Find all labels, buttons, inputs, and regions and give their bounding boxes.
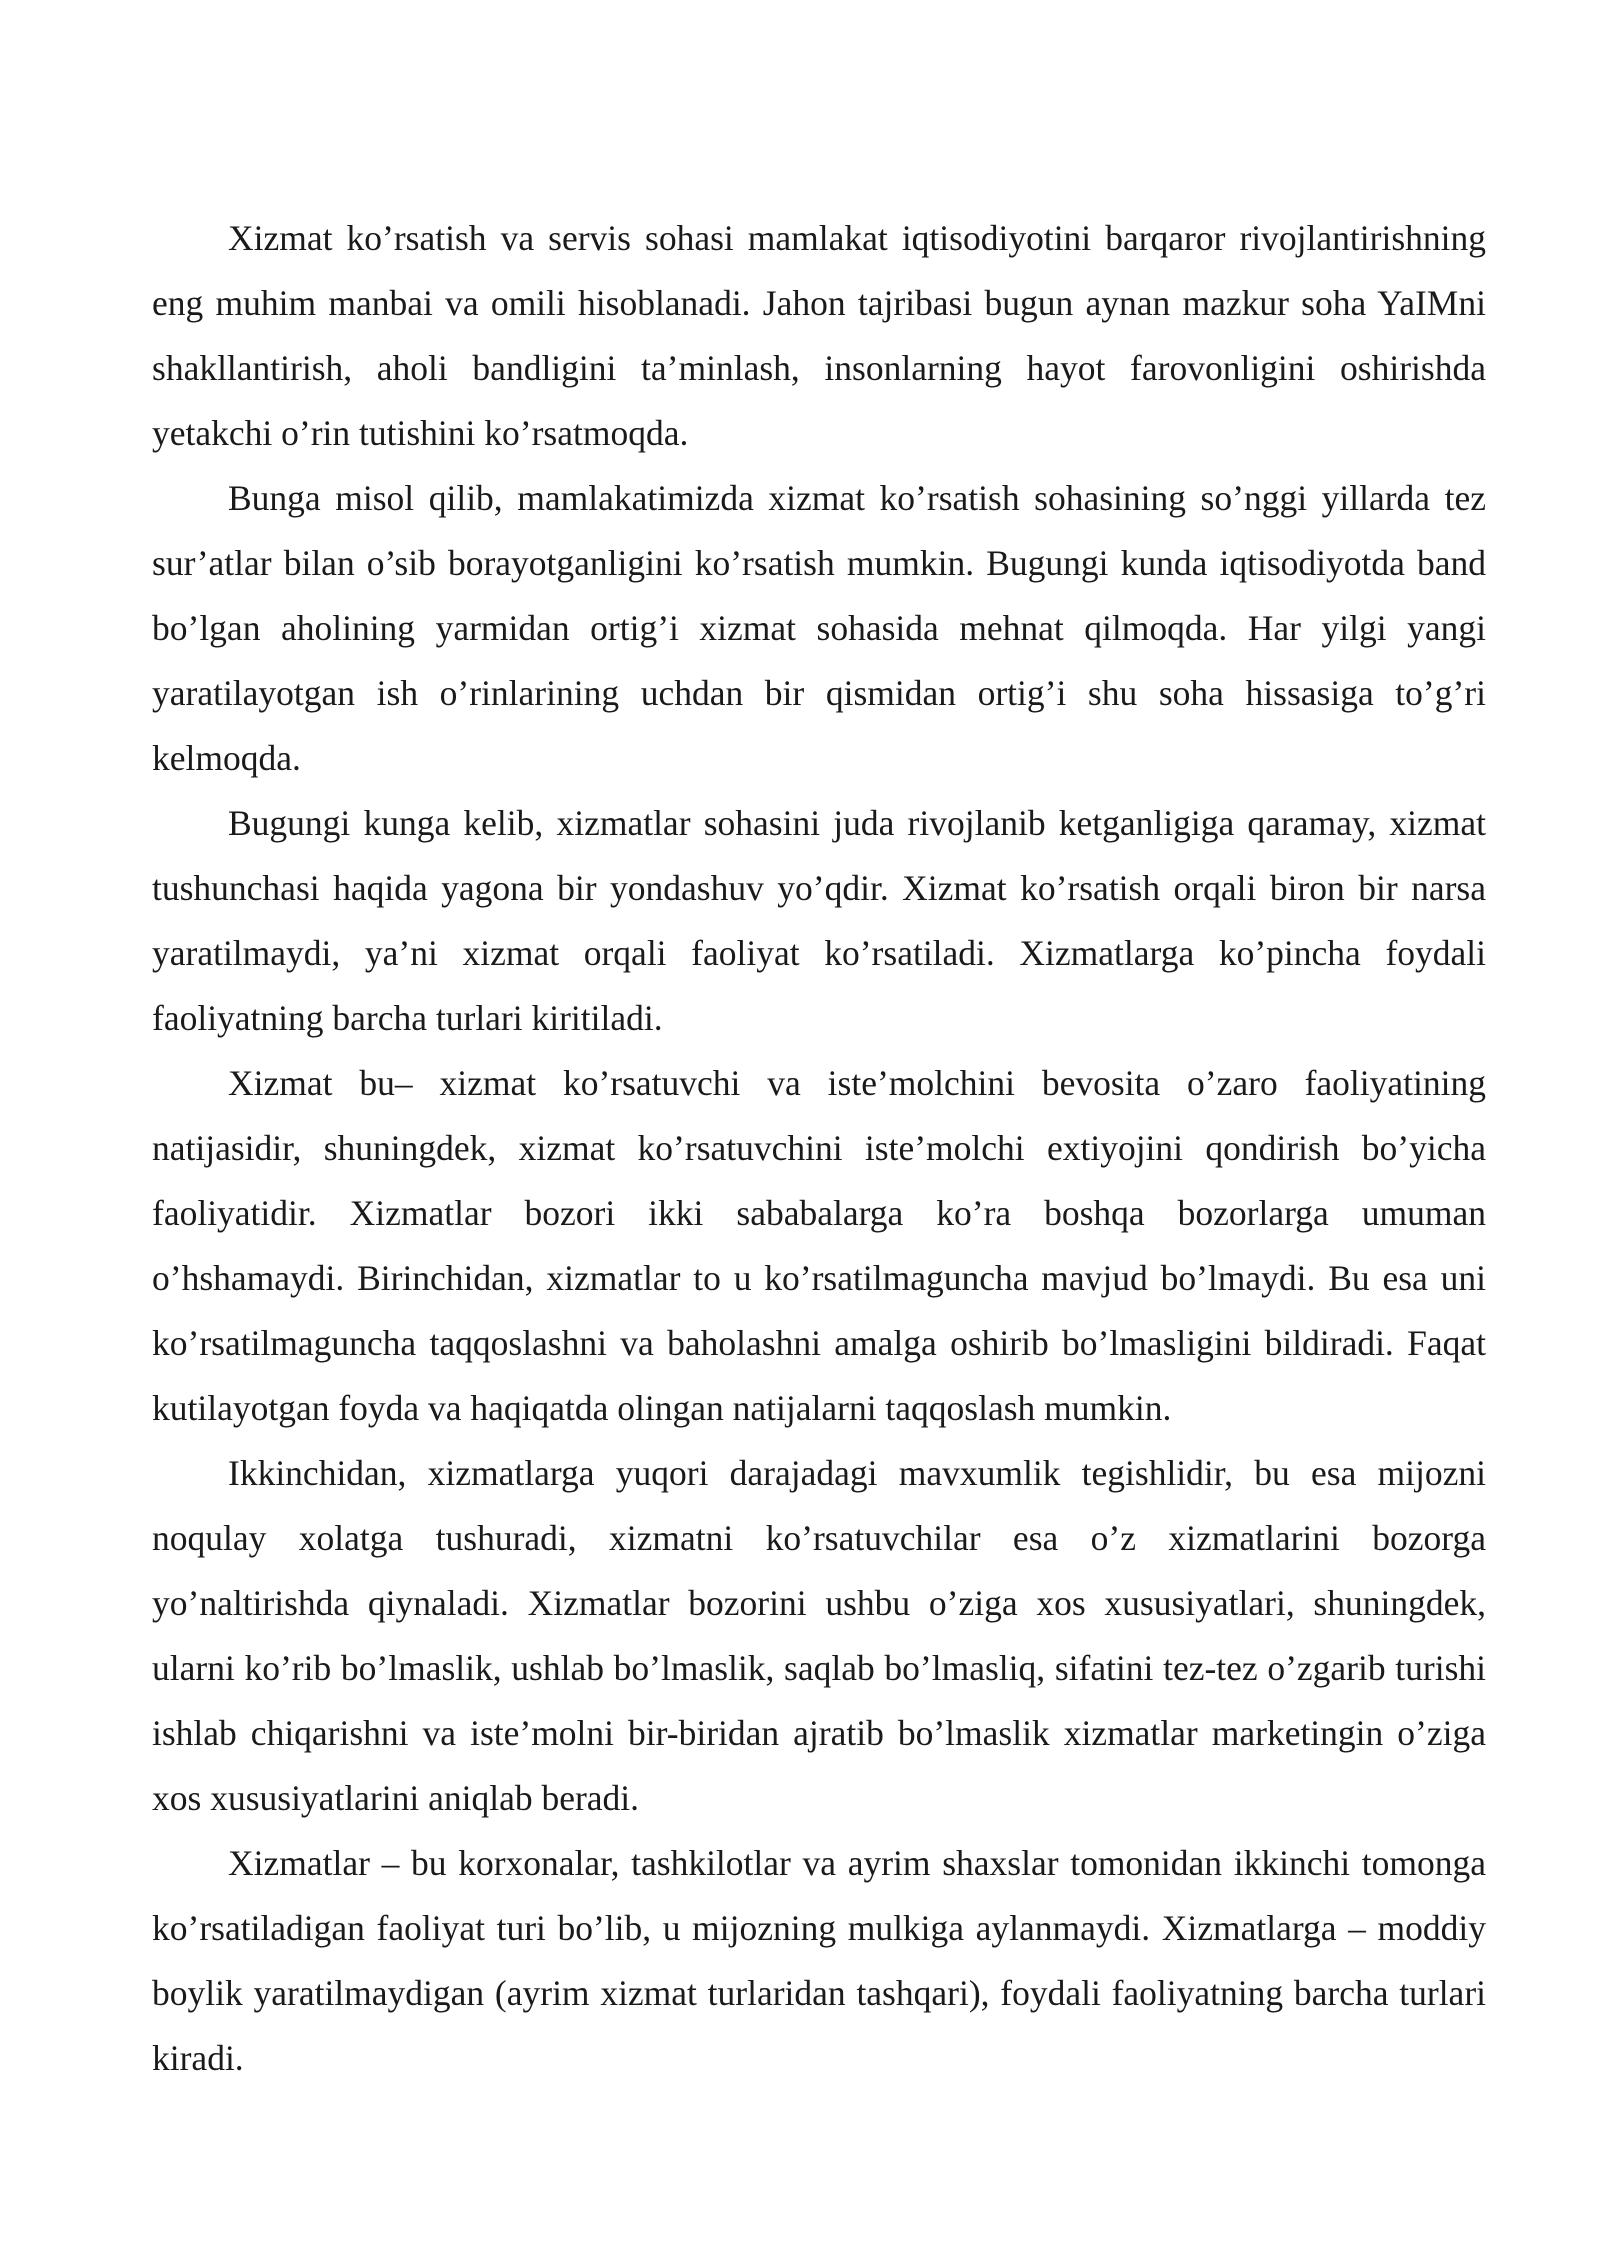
document-page [152,206,1486,2091]
paragraph-2: Bunga misol qilib, mamlakatimizda xizmat ko’rsatish sohasining so’nggi yillarda tez sur’atlar bilan o’sib borayotganligini ko’rsatish mumkin. Bugungi kunda iqtisodiyotda band bo’lgan aholining yarmidan ortig’i xizmat sohasida mehnat qilmoqda. Har yilgi yangi yaratilayotgan ish o’rinlarining uchdan bir qismidan ortig’i shu soha hissasiga to’g’ri kelmoqda. [152,478,1486,778]
paragraph-3: Bugungi kunga kelib, xizmatlar sohasini juda rivojlanib ketganligiga qaramay, xizmat tushunchasi haqida yagona bir yondashuv yo’qdir. Xizmat ko’rsatish orqali biron bir narsa yaratilmaydi, ya’ni xizmat orqali faoliyat ko’rsatiladi. Xizmatlarga ko’pincha foydali faoliyatning barcha turlari kiritiladi. [152,803,1486,1038]
paragraph-6: Xizmatlar – bu korxonalar, tashkilotlar va ayrim shaxslar tomonidan ikkinchi tomonga ko’rsatiladigan faoliyat turi bo’lib, u mijozning mulkiga aylanmaydi. Xizmatlarga – moddiy boylik yaratilmaydigan (ayrim xizmat turlaridan tashqari), foydali faoliyatning barcha turlari kiradi. [152,1843,1486,2078]
paragraph-1: Xizmat ko’rsatish va servis sohasi mamlakat iqtisodiyotini barqaror rivojlantirishning eng muhim manbai va omili hisoblanadi. Jahon tajribasi bugun aynan mazkur soha YaIMni shakllantirish, aholi bandligini ta’minlash, insonlarning hayot farovonligini oshirishda yetakchi o’rin tutishini ko’rsatmoqda. [152,218,1486,453]
paragraph-5: Ikkinchidan, xizmatlarga yuqori darajadagi mavxumlik tegishlidir, bu esa mijozni noqulay xolatga tushuradi, xizmatni ko’rsatuvchilar esa o’z xizmatlarini bozorga yo’naltirishda qiynaladi. Xizmatlar bozorini ushbu o’ziga xos xususiyatlari, shuningdek, ularni ko’rib bo’lmaslik, ushlab bo’lmaslik, saqlab bo’lmasliq, sifatini tez-tez o’zgarib turishi ishlab chiqarishni va iste’molni bir-biridan ajratib bo’lmaslik xizmatlar marketingin o’ziga xos xususiyatlarini aniqlab beradi. [152,1453,1486,1818]
paragraph-4: Xizmat bu– xizmat ko’rsatuvchi va iste’molchini bevosita o’zaro faoliyatining natijasidir, shuningdek, xizmat ko’rsatuvchini iste’molchi extiyojini qondirish bo’yicha faoliyatidir. Xizmatlar bozori ikki sababalarga ko’ra boshqa bozorlarga umuman o’hshamaydi. Birinchidan, xizmatlar to u ko’rsatilmaguncha mavjud bo’lmaydi. Bu esa uni ko’rsatilmaguncha taqqoslashni va baholashni amalga oshirib bo’lmasligini bildiradi. Faqat kutilayotgan foyda va haqiqatda olingan natijalarni taqqoslash mumkin. [152,1063,1486,1428]
